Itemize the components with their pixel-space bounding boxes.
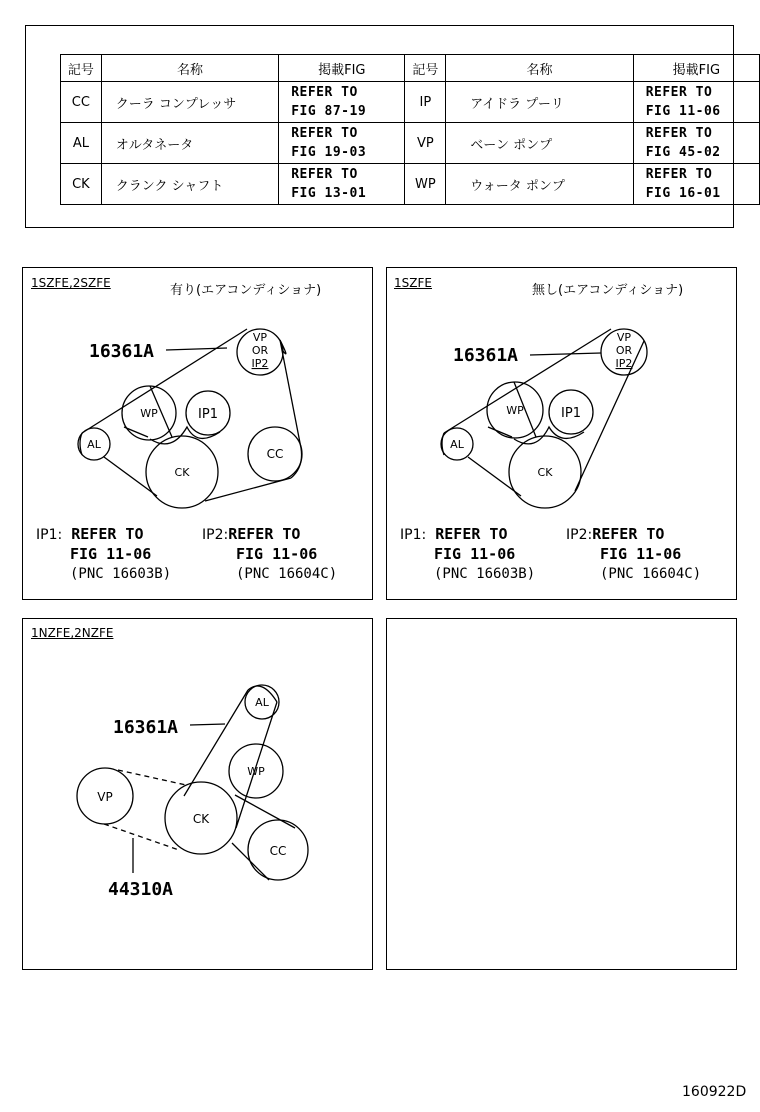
pulley-label-al: AL [450, 438, 464, 451]
fig-ref [279, 123, 405, 164]
pulley-label-al: AL [255, 696, 269, 709]
pulley-label-ip1: IP1 [561, 406, 581, 421]
engine-code-label: 1NZFE,2NZFE [31, 626, 114, 640]
pulley-label-ck: CK [192, 812, 210, 826]
fig-ref [633, 82, 759, 123]
ip2-note: IP2:REFER TO [202, 525, 301, 543]
part-name: クランク シャフト [101, 164, 278, 205]
ip2-fig: FIG 11-06 [236, 545, 318, 563]
fig-ref [633, 164, 759, 205]
fig-ref-line: REFER TO [291, 167, 358, 182]
pulley-label-cc: CC [266, 447, 284, 461]
ip1-note: IP1: REFER TO [36, 525, 144, 543]
ip1-note: IP1: REFER TO [400, 525, 508, 543]
table-row [61, 82, 760, 123]
figure-code: 160922D [682, 1084, 747, 1100]
header-name: 名称 [101, 55, 278, 82]
pulley-label-ck: CK [537, 466, 553, 479]
table-row [61, 164, 760, 205]
fig-ref-number: FIG 11-06 [645, 104, 721, 119]
pulley-label-cc: CC [269, 844, 287, 858]
pulley-label-vp: VP [616, 331, 632, 344]
fig-ref [633, 123, 759, 164]
part-name: アイドラ プーリ [446, 82, 633, 123]
ip1-pnc: (PNC 16603B) [434, 566, 536, 582]
header-fig: 掲載FIG [279, 55, 405, 82]
fig-ref [279, 164, 405, 205]
fig-ref-number: FIG 87-19 [291, 104, 367, 119]
pulley-label-al: AL [87, 438, 101, 451]
part-code: IP [405, 82, 446, 123]
fig-ref-line: REFER TO [291, 126, 358, 141]
part-code: CC [61, 82, 102, 123]
part-name: オルタネータ [101, 123, 278, 164]
engine-code-label: 1SZFE [394, 276, 432, 290]
fig-ref-line: REFER TO [645, 85, 713, 100]
pulley-label-vp: VP [97, 790, 113, 804]
fig-ref-line: REFER TO [291, 85, 358, 100]
fig-ref [279, 82, 405, 123]
pulley-label-ck: CK [174, 466, 190, 479]
part-name: クーラ コンプレッサ [101, 82, 278, 123]
belt-diagram-3 [22, 618, 373, 970]
pulley-label-wp: WP [247, 765, 265, 778]
ip2-fig: FIG 11-06 [600, 545, 682, 563]
ip2-pnc: (PNC 16604C) [236, 566, 338, 582]
header-code: 記号 [405, 55, 446, 82]
pulley-label-wp: WP [506, 404, 524, 417]
fig-ref-number: FIG 13-01 [291, 186, 367, 201]
pulley-label-vp: VP [252, 331, 268, 344]
fig-ref-number: FIG 19-03 [291, 145, 367, 160]
fig-ref-number: FIG 16-01 [645, 186, 721, 201]
ip1-pnc: (PNC 16603B) [70, 566, 172, 582]
panel-empty [386, 618, 737, 970]
belt-part-number: 16361A [453, 345, 519, 366]
legend-header-row [61, 55, 760, 82]
ip1-fig: FIG 11-06 [434, 545, 516, 563]
ac-condition-label: 無し(エアコンディショナ) [532, 283, 684, 298]
ip2-pnc: (PNC 16604C) [600, 566, 702, 582]
pulley-label-wp: WP [140, 407, 158, 420]
part-name: ウォータ ポンプ [446, 164, 633, 205]
ip1-fig: FIG 11-06 [70, 545, 152, 563]
pulley-label-or: OR [251, 344, 269, 357]
belt-part-number: 16361A [89, 341, 155, 362]
header-code: 記号 [61, 55, 102, 82]
pulley-label-ip2: IP2 [615, 357, 633, 370]
part-code: VP [405, 123, 446, 164]
part-name: ベーン ポンプ [446, 123, 633, 164]
ip2-note: IP2:REFER TO [566, 525, 665, 543]
belt2-part-number: 44310A [108, 879, 174, 900]
belt-part-number: 16361A [113, 717, 179, 738]
pulley-label-ip2: IP2 [251, 357, 269, 370]
table-row [61, 123, 760, 164]
part-code: WP [405, 164, 446, 205]
header-fig: 掲載FIG [633, 55, 759, 82]
engine-code-label: 1SZFE,2SZFE [31, 276, 111, 290]
part-code: CK [61, 164, 102, 205]
pulley-label-or: OR [615, 344, 633, 357]
pulley-label-ip1: IP1 [198, 407, 218, 422]
fig-ref-line: REFER TO [645, 126, 713, 141]
header-name: 名称 [446, 55, 633, 82]
part-code: AL [61, 123, 102, 164]
fig-ref-number: FIG 45-02 [645, 145, 721, 160]
fig-ref-line: REFER TO [645, 167, 713, 182]
legend-table [60, 54, 760, 205]
ac-condition-label: 有り(エアコンディショナ) [170, 283, 322, 298]
